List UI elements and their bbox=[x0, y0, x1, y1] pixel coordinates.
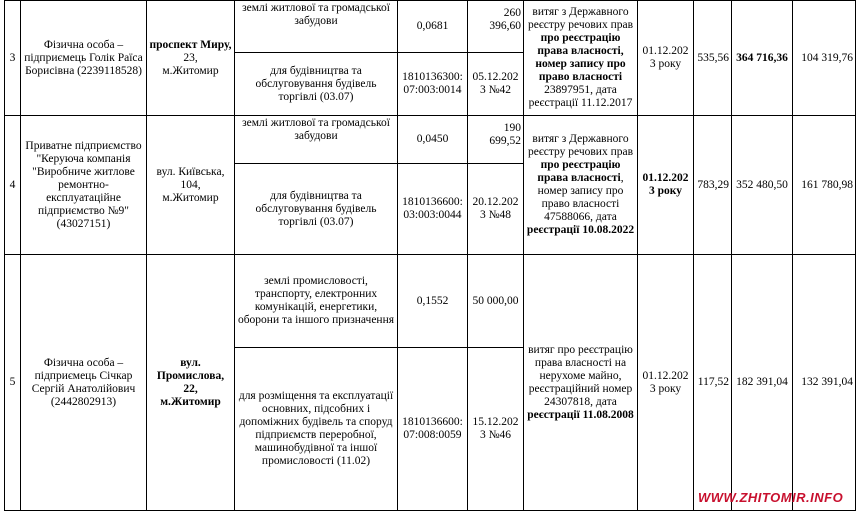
total-value-cell: 352 480,50 bbox=[732, 116, 793, 255]
date-number-cell: 20.12.2023 №48 bbox=[468, 164, 524, 255]
last-value-cell: 104 319,76 bbox=[793, 1, 856, 116]
total-value-cell: 364 716,36 bbox=[732, 1, 793, 116]
registry-doc-text: про реєстрацію права власності bbox=[537, 159, 621, 184]
area-cell: 0,0450 bbox=[398, 116, 468, 164]
price-per-m2-cell: 535,56 bbox=[694, 1, 732, 116]
land-purpose-cell: для будівництва та обслуговування будівель торгівлі (03.07) bbox=[235, 164, 398, 255]
cadastre-cell: 1810136600:03:003:0044 bbox=[398, 164, 468, 255]
registry-doc-text: , номер запису про право власності 47588066, дата bbox=[537, 172, 624, 223]
table-row bbox=[5, 255, 856, 348]
owner-cell: Приватне підприємство "Керуюча компанія "Виробниче житлове ремонтно-експлуатаційне підприємство №9" (43027151) bbox=[21, 116, 147, 255]
registry-doc-text: витяг про реєстрацію права власності на нерухоме майно, реєстраційний номер 24307818, дата bbox=[528, 343, 633, 408]
date-number-cell: 15.12.2023 №46 bbox=[468, 348, 524, 511]
land-category-cell: землі промисловості, транспорту, електронних комунікацій, енергетики, оборони та іншого призначення bbox=[235, 255, 398, 348]
address-city: м.Житомир bbox=[162, 191, 219, 204]
owner-cell: Фізична особа – підприємець Січкар Сергій Анатолійович (2442802913) bbox=[21, 255, 147, 511]
registry-doc-text: витяг з Державного реєстру речових прав bbox=[527, 133, 634, 158]
address-city: м.Житомир bbox=[162, 64, 219, 77]
row-number: 3 bbox=[5, 1, 21, 116]
address-city: м.Житомир bbox=[160, 395, 221, 408]
valuation-date-cell: 01.12.2023 року bbox=[638, 1, 694, 116]
address-cell bbox=[147, 255, 235, 511]
registry-doc-cell bbox=[524, 116, 638, 255]
value-cell: 260 396,60 bbox=[468, 1, 524, 53]
table-row bbox=[5, 1, 856, 53]
land-purpose-cell: для розміщення та експлуатації основних, підсобних і допоміжних будівель та споруд підприємств переробної, машинобудівної та іншої промисловості (11.02) bbox=[235, 348, 398, 511]
registry-doc-text: реєстрації 10.08.2022 bbox=[526, 224, 635, 236]
last-value-cell: 132 391,04 bbox=[793, 255, 856, 511]
site-watermark: WWW.ZHITOMIR.INFO bbox=[698, 490, 844, 505]
address-building: 23, bbox=[183, 51, 198, 64]
cadastre-cell: 1810136600:07:008:0059 bbox=[398, 348, 468, 511]
registry-doc-text: про реєстрацію права власності, номер запису про право власності bbox=[535, 32, 626, 83]
registry-doc-text: реєстрації 11.08.2008 bbox=[527, 408, 634, 421]
address-cell bbox=[147, 1, 235, 116]
area-cell: 0,0681 bbox=[398, 1, 468, 53]
table-row bbox=[5, 116, 856, 164]
land-purpose-cell: для будівництва та обслуговування будівель торгівлі (03.07) bbox=[235, 53, 398, 116]
address-street: вул. Київська, bbox=[156, 165, 225, 178]
price-per-m2-cell: 117,52 bbox=[694, 255, 732, 511]
address-building: 104, bbox=[180, 178, 201, 191]
value-cell: 50 000,00 bbox=[468, 255, 524, 348]
address-street: вул. Промислова, bbox=[156, 356, 225, 382]
registry-doc-cell bbox=[524, 1, 638, 116]
address-street: проспект Миру, bbox=[149, 38, 232, 51]
cadastre-cell: 1810136300:07:003:0014 bbox=[398, 53, 468, 116]
valuation-date-cell: 01.12.2023 року bbox=[638, 116, 694, 255]
date-number-cell: 05.12.2023 №42 bbox=[468, 53, 524, 116]
row-number: 5 bbox=[5, 255, 21, 511]
valuation-date-cell: 01.12.2023 року bbox=[638, 255, 694, 511]
area-cell: 0,1552 bbox=[398, 255, 468, 348]
registry-doc-text: 23897951, дата реєстрації 11.12.2017 bbox=[528, 84, 633, 109]
table-body bbox=[5, 1, 856, 511]
land-category-cell: землі житлової та громадської забудови bbox=[235, 116, 398, 164]
last-value-cell: 161 780,98 bbox=[793, 116, 856, 255]
row-number: 4 bbox=[5, 116, 21, 255]
owner-cell: Фізична особа – підприємець Голік Раїса Борисівна (2239118528) bbox=[21, 1, 147, 116]
registry-doc-text: витяг з Державного реєстру речових прав bbox=[527, 6, 634, 31]
land-valuation-table bbox=[4, 0, 856, 511]
total-value-cell: 182 391,04 bbox=[732, 255, 793, 511]
land-category-cell: землі житлової та громадської забудови bbox=[235, 1, 398, 53]
registry-doc-cell bbox=[524, 255, 638, 511]
address-building: 22, bbox=[183, 382, 198, 395]
value-cell: 190 699,52 bbox=[468, 116, 524, 164]
price-per-m2-cell: 783,29 bbox=[694, 116, 732, 255]
address-cell bbox=[147, 116, 235, 255]
